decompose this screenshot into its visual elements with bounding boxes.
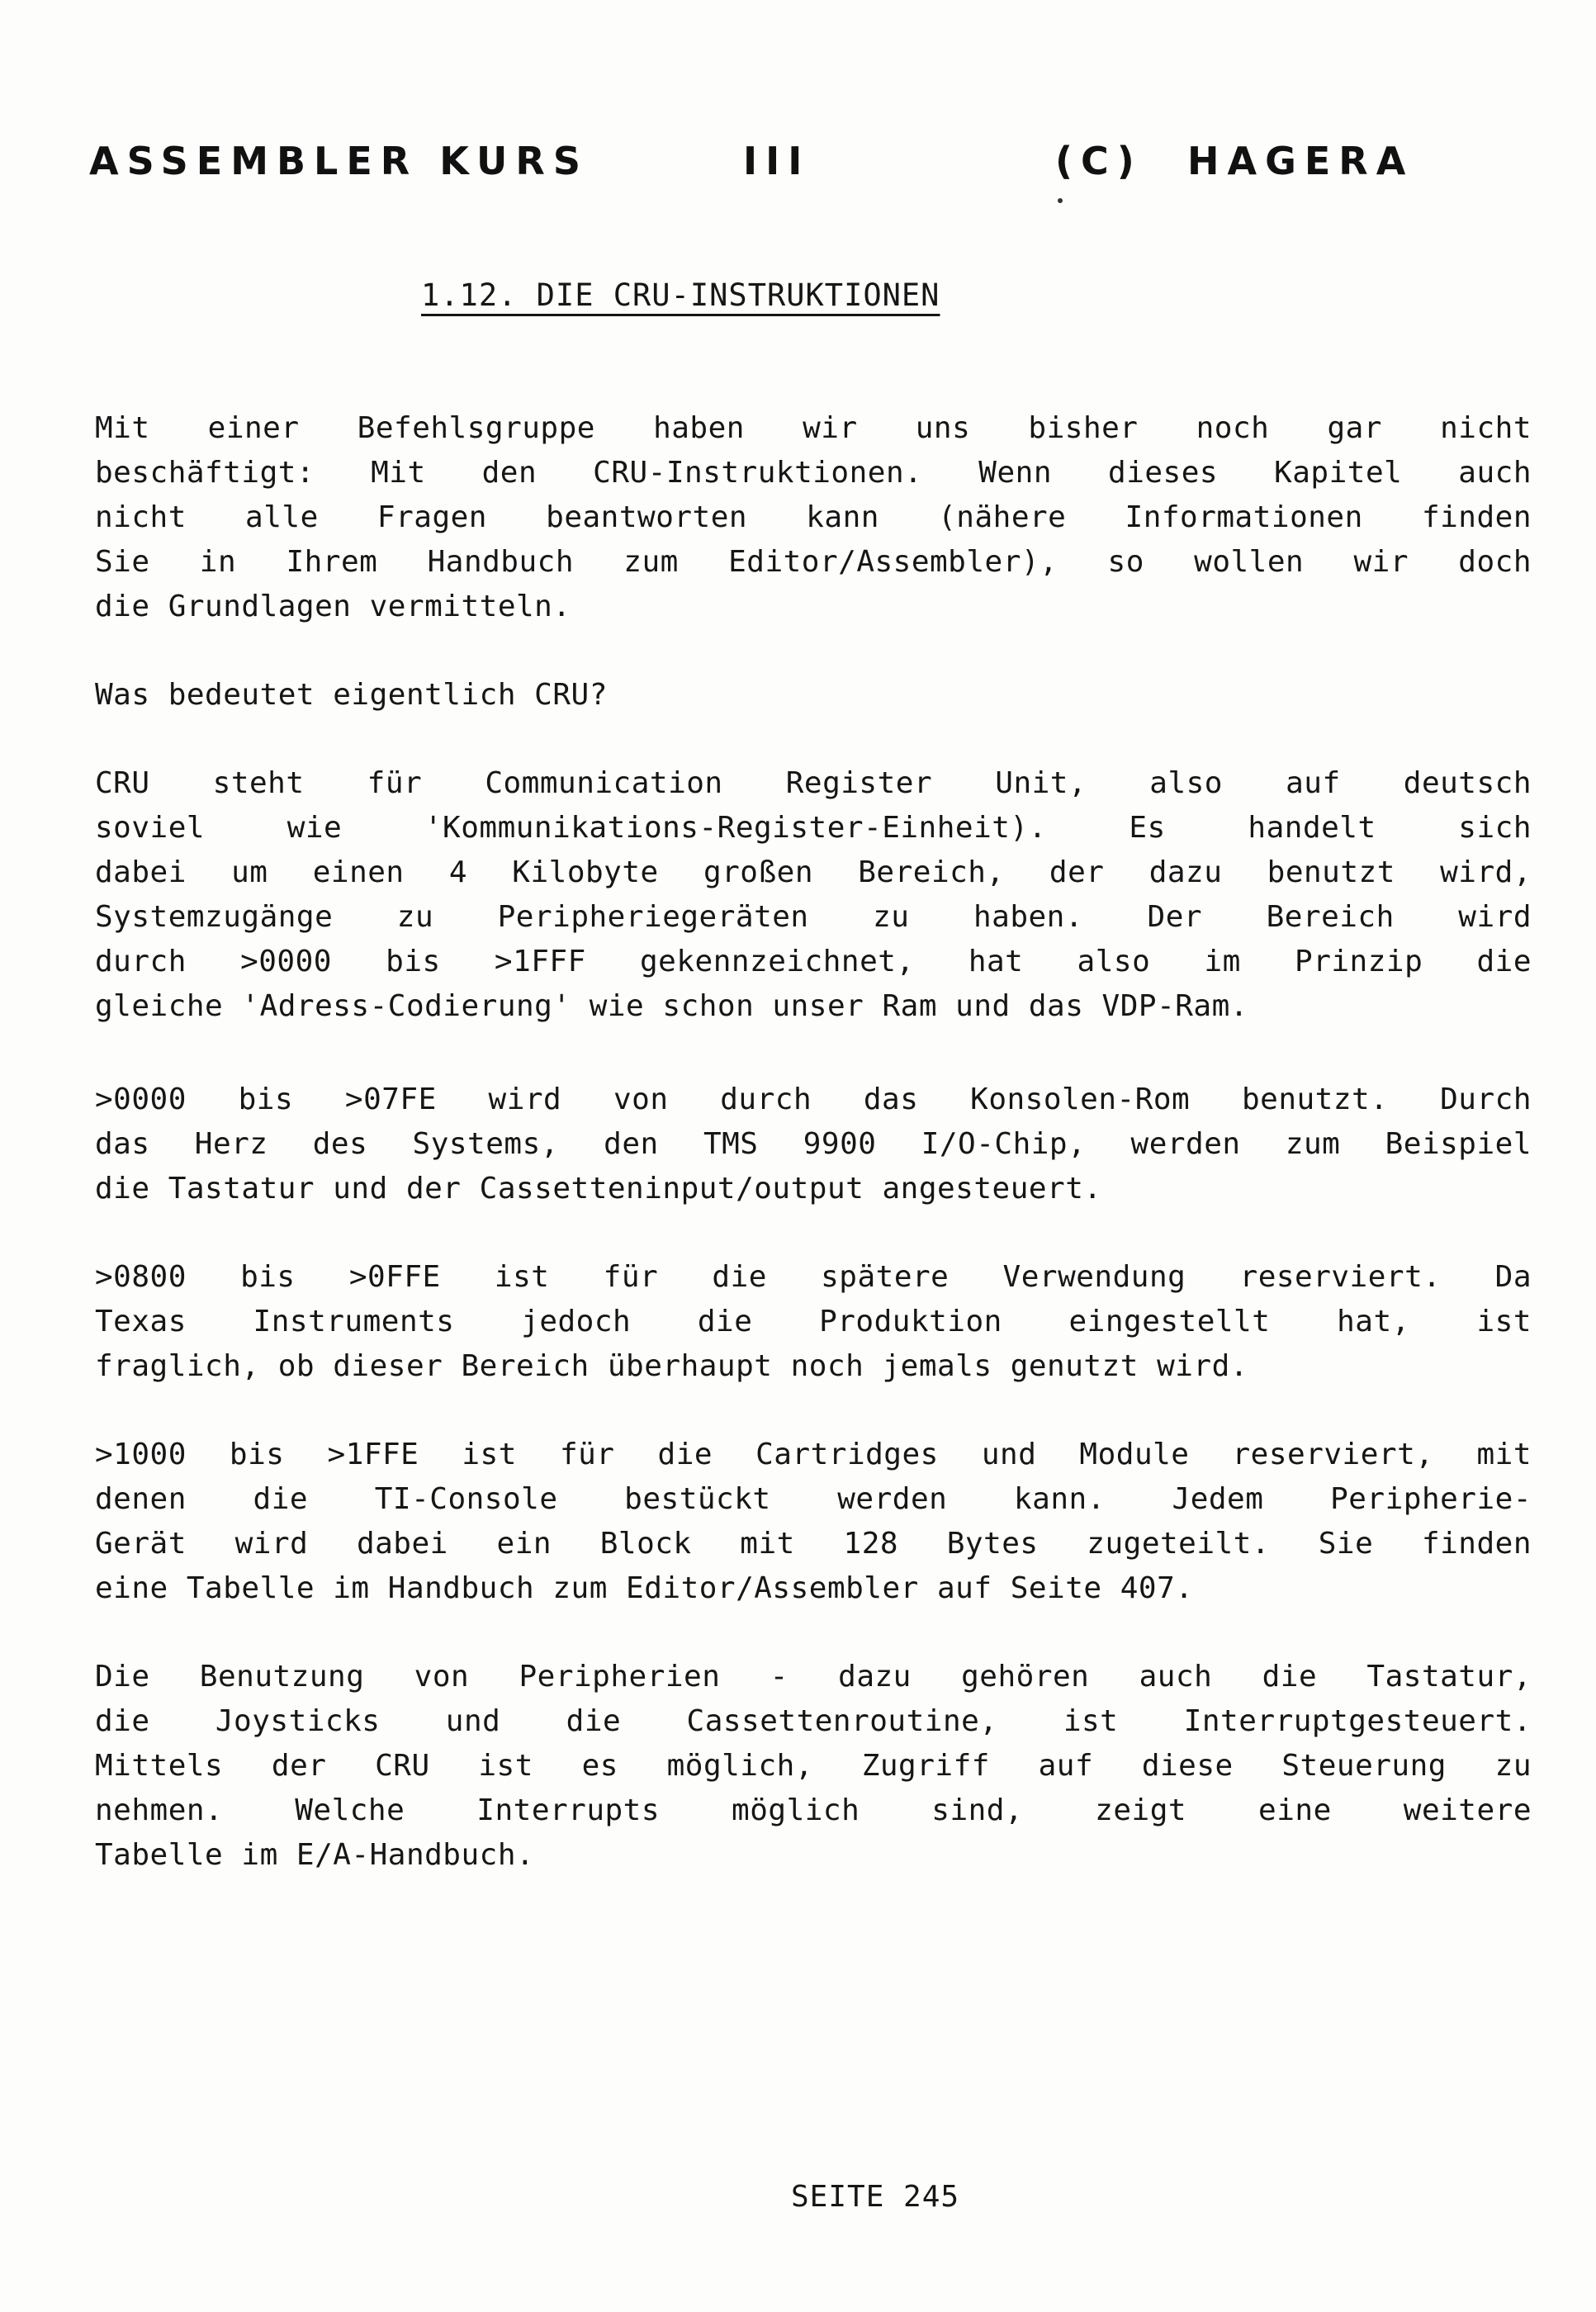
text-line: Systemzugänge zu Peripheriegeräten zu haben. Der Bereich wird [95,900,1532,934]
text-line: >1000 bis >1FFE ist für die Cartridges und Module reserviert, mit [95,1438,1532,1471]
text-line: Mittels der CRU ist es möglich, Zugriff auf diese Steuerung zu [95,1749,1532,1783]
header-author: HAGERA [1187,139,1414,183]
paragraph-question [95,673,1532,718]
text-line: eine Tabelle im Handbuch zum Editor/Assembler auf Seite 407. [95,1571,1194,1605]
text-line: Die Benutzung von Peripherien - dazu gehören auch die Tastatur, [95,1660,1532,1694]
paragraph-interrupts [95,1655,1532,1878]
text-line: Mit einer Befehlsgruppe haben wir uns bisher noch gar nicht [95,411,1532,445]
scan-speck [1058,198,1063,203]
header-copyright: (C) [1055,139,1143,183]
paragraph-intro [95,406,1532,629]
text-line: Gerät wird dabei ein Block mit 128 Bytes zugeteilt. Sie finden [95,1527,1532,1561]
page-header [89,139,1443,197]
text-line: soviel wie 'Kommunikations-Register-Einheit). Es handelt sich [95,811,1532,845]
text-line: die Tastatur und der Cassetteninput/output angesteuert. [95,1172,1102,1206]
text-line: Tabelle im E/A-Handbuch. [95,1838,535,1872]
text-line: Texas Instruments jedoch die Produktion eingestellt hat, ist [95,1305,1532,1338]
text-line: Sie in Ihrem Handbuch zum Editor/Assembler), so wollen wir doch [95,545,1532,579]
paragraph-range-1000 [95,1433,1532,1611]
text-line: >0800 bis >0FFE ist für die spätere Verwendung reserviert. Da [95,1260,1532,1294]
header-title: ASSEMBLER KURS [89,139,589,183]
text-line: denen die TI-Console bestückt werden kann. Jedem Peripherie- [95,1482,1532,1516]
text-line: durch >0000 bis >1FFF gekennzeichnet, hat also im Prinzip die [95,945,1532,978]
text-line: beschäftigt: Mit den CRU-Instruktionen. Wenn dieses Kapitel auch [95,456,1532,490]
section-title: 1.12. DIE CRU-INSTRUKTIONEN [421,277,940,313]
text-line: CRU steht für Communication Register Unit, also auf deutsch [95,766,1532,800]
text-line: fraglich, ob dieser Bereich überhaupt noch jemals genutzt wird. [95,1349,1248,1383]
text-line: gleiche 'Adress-Codierung' wie schon unser Ram und das VDP-Ram. [95,989,1248,1023]
page-number: SEITE 245 [791,2180,960,2214]
text-line: dabei um einen 4 Kilobyte großen Bereich, der dazu benutzt wird, [95,855,1532,889]
paragraph-cru-definition [95,761,1532,1029]
text-line: >0000 bis >07FE wird von durch das Konsolen-Rom benutzt. Durch [95,1083,1532,1116]
paragraph-range-0800 [95,1255,1532,1389]
text-line: nehmen. Welche Interrupts möglich sind, zeigt eine weitere [95,1793,1532,1827]
header-part-number: III [743,139,811,183]
text-line: Was bedeutet eigentlich CRU? [95,678,608,712]
text-line: die Joysticks und die Cassettenroutine, ist Interruptgesteuert. [95,1704,1532,1738]
text-line: die Grundlagen vermitteln. [95,590,571,623]
paragraph-range-0000 [95,1078,1532,1211]
text-line: das Herz des Systems, den TMS 9900 I/O-Chip, werden zum Beispiel [95,1127,1532,1161]
text-line: nicht alle Fragen beantworten kann (nähere Informationen finden [95,500,1532,534]
